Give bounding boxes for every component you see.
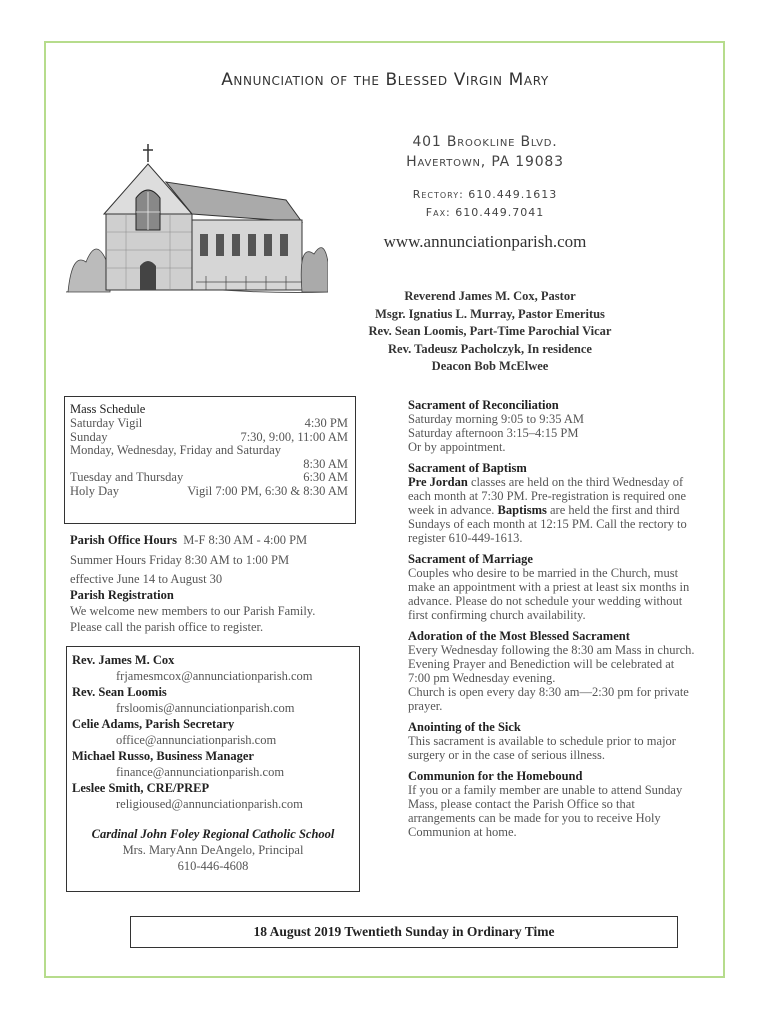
office-hours xyxy=(70,532,360,635)
fax-number: Fax: 610.449.7041 xyxy=(425,206,545,219)
registration-line2: Please call the parish office to register. xyxy=(70,620,264,634)
clergy-item: Reverend James M. Cox, Pastor xyxy=(404,289,576,303)
contact-email[interactable]: office@annunciationparish.com xyxy=(116,733,277,747)
mass-row-tue-thu: Tuesday and Thursday 6:30 AM xyxy=(70,470,348,484)
summer-hours-line: Summer Hours Friday 8:30 AM to 1:00 PM xyxy=(70,553,290,567)
parish-title: Annunciation of the Blessed Virgin Mary xyxy=(221,70,549,90)
contact-email[interactable]: religioused@annunciationparish.com xyxy=(116,797,303,811)
rectory-phone: Rectory: 610.449.1613 xyxy=(412,188,558,201)
church-illustration xyxy=(66,142,328,300)
clergy-item: Rev. Tadeusz Pacholczyk, In residence xyxy=(388,341,592,356)
summer-effective-line: effective June 14 to August 30 xyxy=(70,572,223,586)
footer-date-box xyxy=(130,916,678,948)
school-info xyxy=(72,826,354,874)
mass-row-sunday: Sunday 7:30, 9:00, 11:00 AM xyxy=(70,429,348,444)
registration-line1: We welcome new members to our Parish Family. xyxy=(70,604,316,618)
contact-email[interactable]: finance@annunciationparish.com xyxy=(116,765,285,779)
contact-name: Celie Adams, Parish Secretary xyxy=(72,717,235,731)
mass-row-saturday: Saturday Vigil 4:30 PM xyxy=(70,416,348,430)
mass-row-weekday: Monday, Wednesday, Friday and Saturday xyxy=(70,443,281,457)
contact-name: Leslee Smith, CRE/PREP xyxy=(72,781,210,795)
contact-name: Rev. James M. Cox xyxy=(72,653,175,667)
reconciliation-section: Sacrament of Reconciliation Saturday morning 9:05 to 9:35 AM Saturday afternoon 3:15–4:15 PM Or by appointment. xyxy=(408,398,585,454)
parish-address xyxy=(360,132,610,222)
adoration-section: Adoration of the Most Blessed Sacrament Every Wednesday following the 8:30 am Mass in church. Evening Prayer and Benediction will be celebrated at 7:00 pm Wednesday evening. Church is open every day 8:30 am—2:30 pm for private prayer. xyxy=(408,629,695,713)
mass-schedule-box xyxy=(64,396,356,524)
contact-email[interactable]: frsloomis@annunciationparish.com xyxy=(116,701,295,715)
mass-schedule-title: Mass Schedule xyxy=(70,402,146,416)
registration-title: Parish Registration xyxy=(70,588,174,602)
anointing-section: Anointing of the Sick This sacrament is available to schedule prior to major surgery or in the case of serious illness. xyxy=(408,720,676,762)
contact-email[interactable]: frjamesmcox@annunciationparish.com xyxy=(116,669,313,683)
clergy-item: Msgr. Ignatius L. Murray, Pastor Emeritus xyxy=(375,306,605,321)
mass-weekday-time: 8:30 AM xyxy=(303,456,348,471)
marriage-section: Sacrament of Marriage Couples who desire to be married in the Church, must make an appointment with a priest at least six months in advance. Please do not schedule your wedding without first confirming church availability. xyxy=(408,552,690,622)
clergy-item: Rev. Sean Loomis, Part-Time Parochial Vicar xyxy=(368,324,612,338)
baptism-section: Sacrament of Baptism Pre Jordan classes are held on the third Wednesday of each month at 7:30 PM. Pre-registration is required one week in advance. Baptisms are held the first and third Sundays of each month at 12:15 PM. Call the rectory to register 610-449-1613. xyxy=(408,461,687,545)
contacts-box xyxy=(66,646,360,892)
mass-row-holy-day: Holy Day Vigil 7:00 PM, 6:30 & 8:30 AM xyxy=(70,483,348,498)
office-hours-line: Parish Office Hours M-F 8:30 AM - 4:00 PM xyxy=(70,533,308,547)
sacraments-column xyxy=(408,398,698,846)
school-name: Cardinal John Foley Regional Catholic School xyxy=(91,827,335,841)
clergy-item: Deacon Bob McElwee xyxy=(431,359,549,373)
address-line1: 401 Brookline Blvd. xyxy=(412,134,558,150)
clergy-list xyxy=(320,288,660,376)
footer-date: 18 August 2019 Twentieth Sunday in Ordinary Time xyxy=(253,924,555,939)
homebound-section: Communion for the Homebound If you or a family member are unable to attend Sunday Mass, please contact the Parish Office so that arrangements can be made for you to receive Holy Communion at home. xyxy=(408,769,683,839)
contact-name: Michael Russo, Business Manager xyxy=(72,749,254,763)
school-phone: 610-446-4608 xyxy=(177,859,249,873)
contact-name: Rev. Sean Loomis xyxy=(72,685,167,699)
address-line2: Havertown, PA 19083 xyxy=(406,154,564,170)
website-link[interactable]: www.annunciationparish.com xyxy=(383,232,587,251)
school-principal: Mrs. MaryAnn DeAngelo, Principal xyxy=(122,843,304,857)
